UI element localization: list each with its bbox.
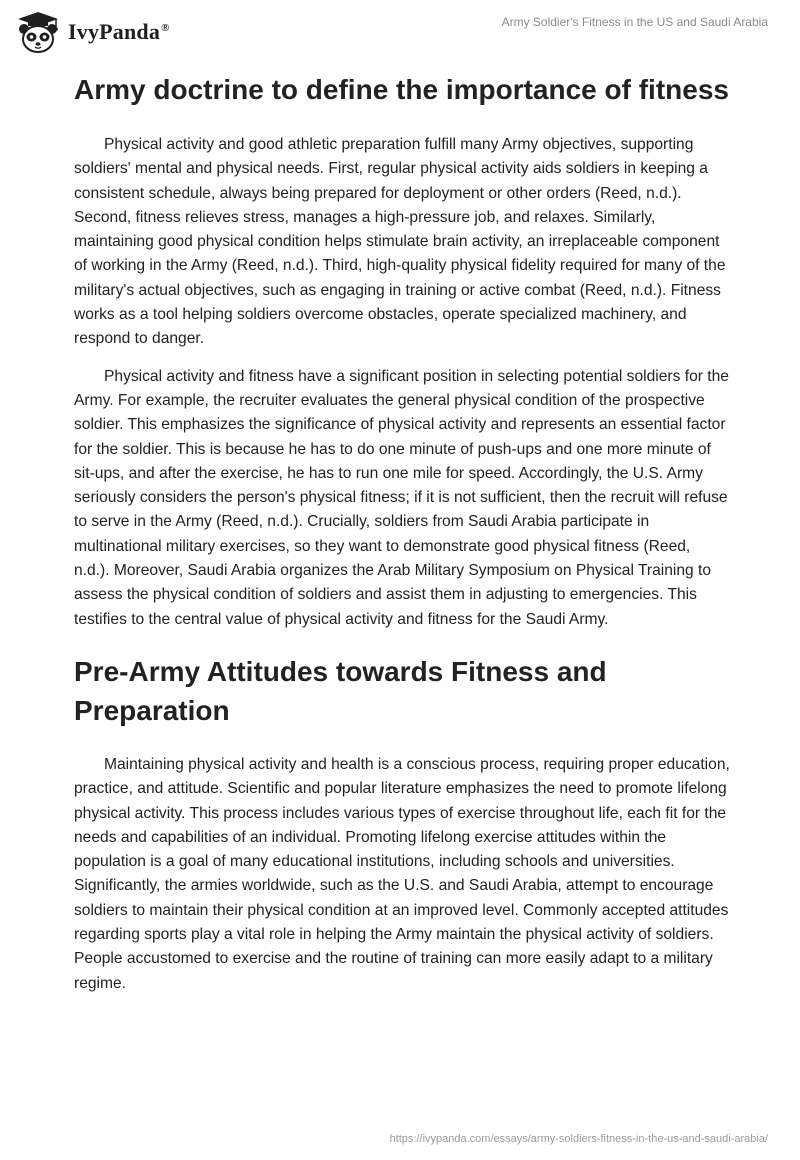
page-header: [0, 0, 800, 60]
paragraph: Physical activity and good athletic preparation fulfill many Army objectives, supporting soldiers' mental and physical needs. First, regular physical activity aids soldiers in keeping a consistent schedule, always being prepared for deployment or other orders (Reed, n.d.). Second, fitness relieves stress, manages a high-pressure job, and relaxes. Similarly, maintaining good physical condition helps stimulate brain activity, an irreplaceable component of working in the Army (Reed, n.d.). Third, high-quality physical fidelity required for many of the military's actual objectives, such as engaging in training or active combat (Reed, n.d.). Fitness works as a tool helping soldiers overcome obstacles, operate specialized machinery, and respond to danger.: [74, 136, 726, 348]
section-heading-pre-army-attitudes: Pre-Army Attitudes towards Fitness and Preparation: [74, 655, 607, 726]
section-heading-army-doctrine: Army doctrine to define the importance of fitness: [74, 74, 729, 105]
panda-graduate-icon: [14, 10, 62, 54]
source-url[interactable]: https://ivypanda.com/essays/army-soldiers-fitness-in-the-us-and-saudi-arabia/: [389, 1133, 768, 1145]
registered-mark: ®: [161, 21, 170, 34]
document-title: Army Soldier's Fitness in the US and Saudi Arabia: [501, 15, 768, 29]
paragraph: Maintaining physical activity and health is a conscious process, requiring proper education, practice, and attitude. Scientific and popular literature emphasizes the need to promote lifelong physical activity. This process includes various types of exercise throughout life, each fit for the needs and capabilities of an individual. Promoting lifelong exercise attitudes within the population is a goal of many educational institutions, including schools and universities. Significantly, the armies worldwide, such as the U.S. and Saudi Arabia, attempt to encourage soldiers to maintain their physical condition at an improved level. Commonly accepted attitudes regarding sports play a vital role in helping the Army maintain the physical activity of soldiers. People accustomed to exercise and the routine of training can more easily adapt to a military regime.: [74, 755, 730, 992]
brand-logo[interactable]: [14, 10, 170, 54]
paragraph: Physical activity and fitness have a significant position in selecting potential soldiers for the Army. For example, the recruiter evaluates the general physical condition of the prospective soldier. This emphasizes the significance of physical activity and represents an essential factor for the soldier. This is because he has to do one minute of push-ups and one more minute of sit-ups, and after the exercise, he has to run one mile for speed. Accordingly, the U.S. Army seriously considers the person's physical fitness; if it is not sufficient, then the recruit will refuse to serve in the Army (Reed, n.d.). Crucially, soldiers from Saudi Arabia participate in multinational military exercises, so they want to demonstrate good physical fitness (Reed, n.d.). Moreover, Saudi Arabia organizes the Arab Military Symposium on Physical Training to assess the physical condition of soldiers and assist them in adjusting to emergencies. This testifies to the central value of physical activity and fitness for the Saudi Army.: [74, 367, 729, 628]
brand-name: IvyPanda®: [68, 19, 170, 44]
article-body: [74, 70, 730, 1009]
